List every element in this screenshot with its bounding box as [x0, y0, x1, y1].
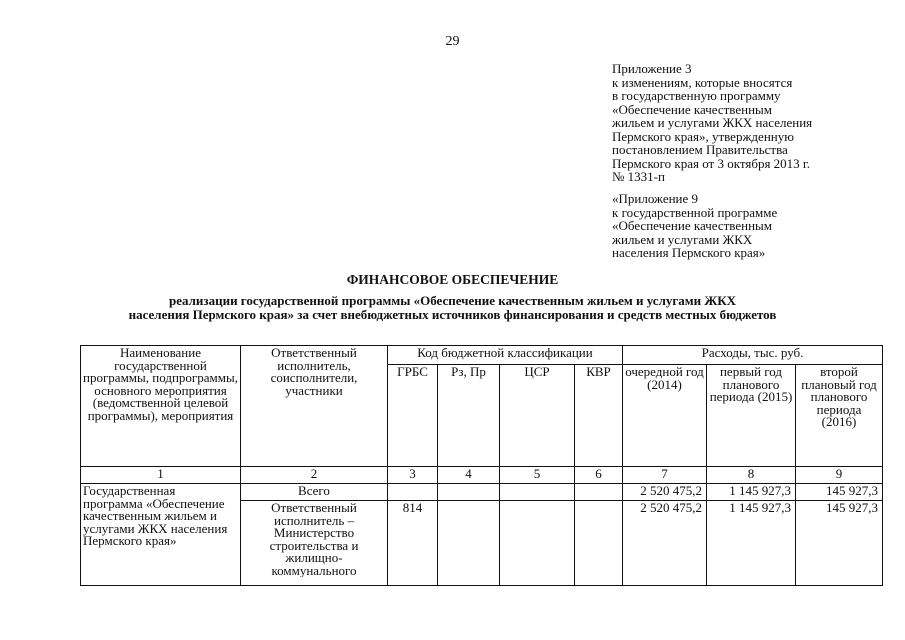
appendix-9-line: «Обеспечение качественным	[612, 218, 772, 233]
header-executor: Ответственный исполнитель, соисполнители, участники	[241, 346, 388, 467]
header-row-1	[81, 346, 883, 365]
appendix-3-line: Пермского края», утвержденную	[612, 128, 794, 144]
column-number: 9	[796, 467, 883, 484]
header-year-2014: очередной год (2014)	[623, 365, 707, 467]
document-subtitle	[0, 294, 905, 322]
appendix-9-line: жильем и услугами ЖКХ	[612, 231, 753, 247]
appendix-3-line: постановлением Правительства	[612, 142, 788, 157]
header-name: Наименование государственной программы, подпрограммы, основного мероприятия (ведомственной целевой программы), мероприятия	[81, 346, 241, 467]
kvr-cell	[575, 501, 623, 586]
csr-cell	[500, 501, 575, 586]
header-year-2015: первый год планового периода (2015)	[707, 365, 796, 467]
column-number: 1	[81, 467, 241, 484]
page-number: 29	[445, 34, 460, 49]
financing-table	[80, 345, 883, 586]
column-number: 2	[241, 467, 388, 484]
expense-2016-cell: 145 927,3	[796, 484, 883, 501]
header-grbs: ГРБС	[388, 365, 438, 467]
appendix-3-line: «Обеспечение качественным	[612, 101, 772, 117]
appendix-9-line: «Приложение 9	[612, 191, 699, 206]
column-number: 7	[623, 467, 707, 484]
appendix-9-line: к государственной программе	[612, 204, 778, 220]
expense-2015-cell: 1 145 927,3	[707, 484, 796, 501]
subtitle-line-2: населения Пермского края» за счет внебюджетных источников финансирования и средств местных бюджетов	[128, 307, 777, 322]
csr-cell	[500, 484, 575, 501]
header-rz-pr: Рз, Пр	[438, 365, 500, 467]
column-number: 8	[707, 467, 796, 484]
rz-pr-cell	[438, 501, 500, 586]
column-number-row	[81, 467, 883, 484]
header-year-2016: второй плановый год планового периода (2016)	[796, 365, 883, 467]
appendix-9-line: населения Пермского края»	[612, 245, 766, 260]
grbs-cell	[388, 484, 438, 501]
table-row	[81, 484, 883, 501]
executor-text: Ответственный исполнитель – Министерство строительства и жилищно-коммунального	[269, 502, 359, 577]
subtitle-line-1: реализации государственной программы «Обеспечение качественным жильем и услугами ЖКХ	[168, 293, 737, 308]
appendix-3-line: Приложение 3	[612, 61, 692, 76]
kvr-cell	[575, 484, 623, 501]
executor-cell	[241, 501, 388, 586]
document-title: ФИНАНСОВОЕ ОБЕСПЕЧЕНИЕ	[346, 272, 559, 287]
appendix-3-line: Пермского края от 3 октября 2013 г.	[612, 155, 811, 171]
appendix-3-line: в государственную программу	[612, 88, 781, 103]
header-kvr: КВР	[575, 365, 623, 467]
rz-pr-cell	[438, 484, 500, 501]
expense-2015-cell: 1 145 927,3	[707, 501, 796, 586]
column-number: 4	[438, 467, 500, 484]
column-number: 5	[500, 467, 575, 484]
expense-2014-cell: 2 520 475,2	[623, 484, 707, 501]
appendix-3-note	[612, 62, 812, 184]
program-name-cell: Государственная программа «Обеспечение качественным жильем и услугами ЖКХ населения Пермского края»	[81, 484, 241, 586]
appendix-3-line: № 1331-п	[612, 169, 665, 184]
appendix-3-line: жильем и услугами ЖКХ населения	[612, 115, 813, 130]
header-expenses: Расходы, тыс. руб.	[623, 346, 883, 365]
expense-2016-cell: 145 927,3	[796, 501, 883, 586]
grbs-cell: 814	[388, 501, 438, 586]
executor-cell: Всего	[241, 484, 388, 501]
column-number: 3	[388, 467, 438, 484]
header-csr: ЦСР	[500, 365, 575, 467]
expense-2014-cell: 2 520 475,2	[623, 501, 707, 586]
appendix-9-note	[612, 192, 777, 260]
column-number: 6	[575, 467, 623, 484]
appendix-3-line: к изменениям, которые вносятся	[612, 74, 793, 90]
header-budget-code: Код бюджетной классификации	[388, 346, 623, 365]
